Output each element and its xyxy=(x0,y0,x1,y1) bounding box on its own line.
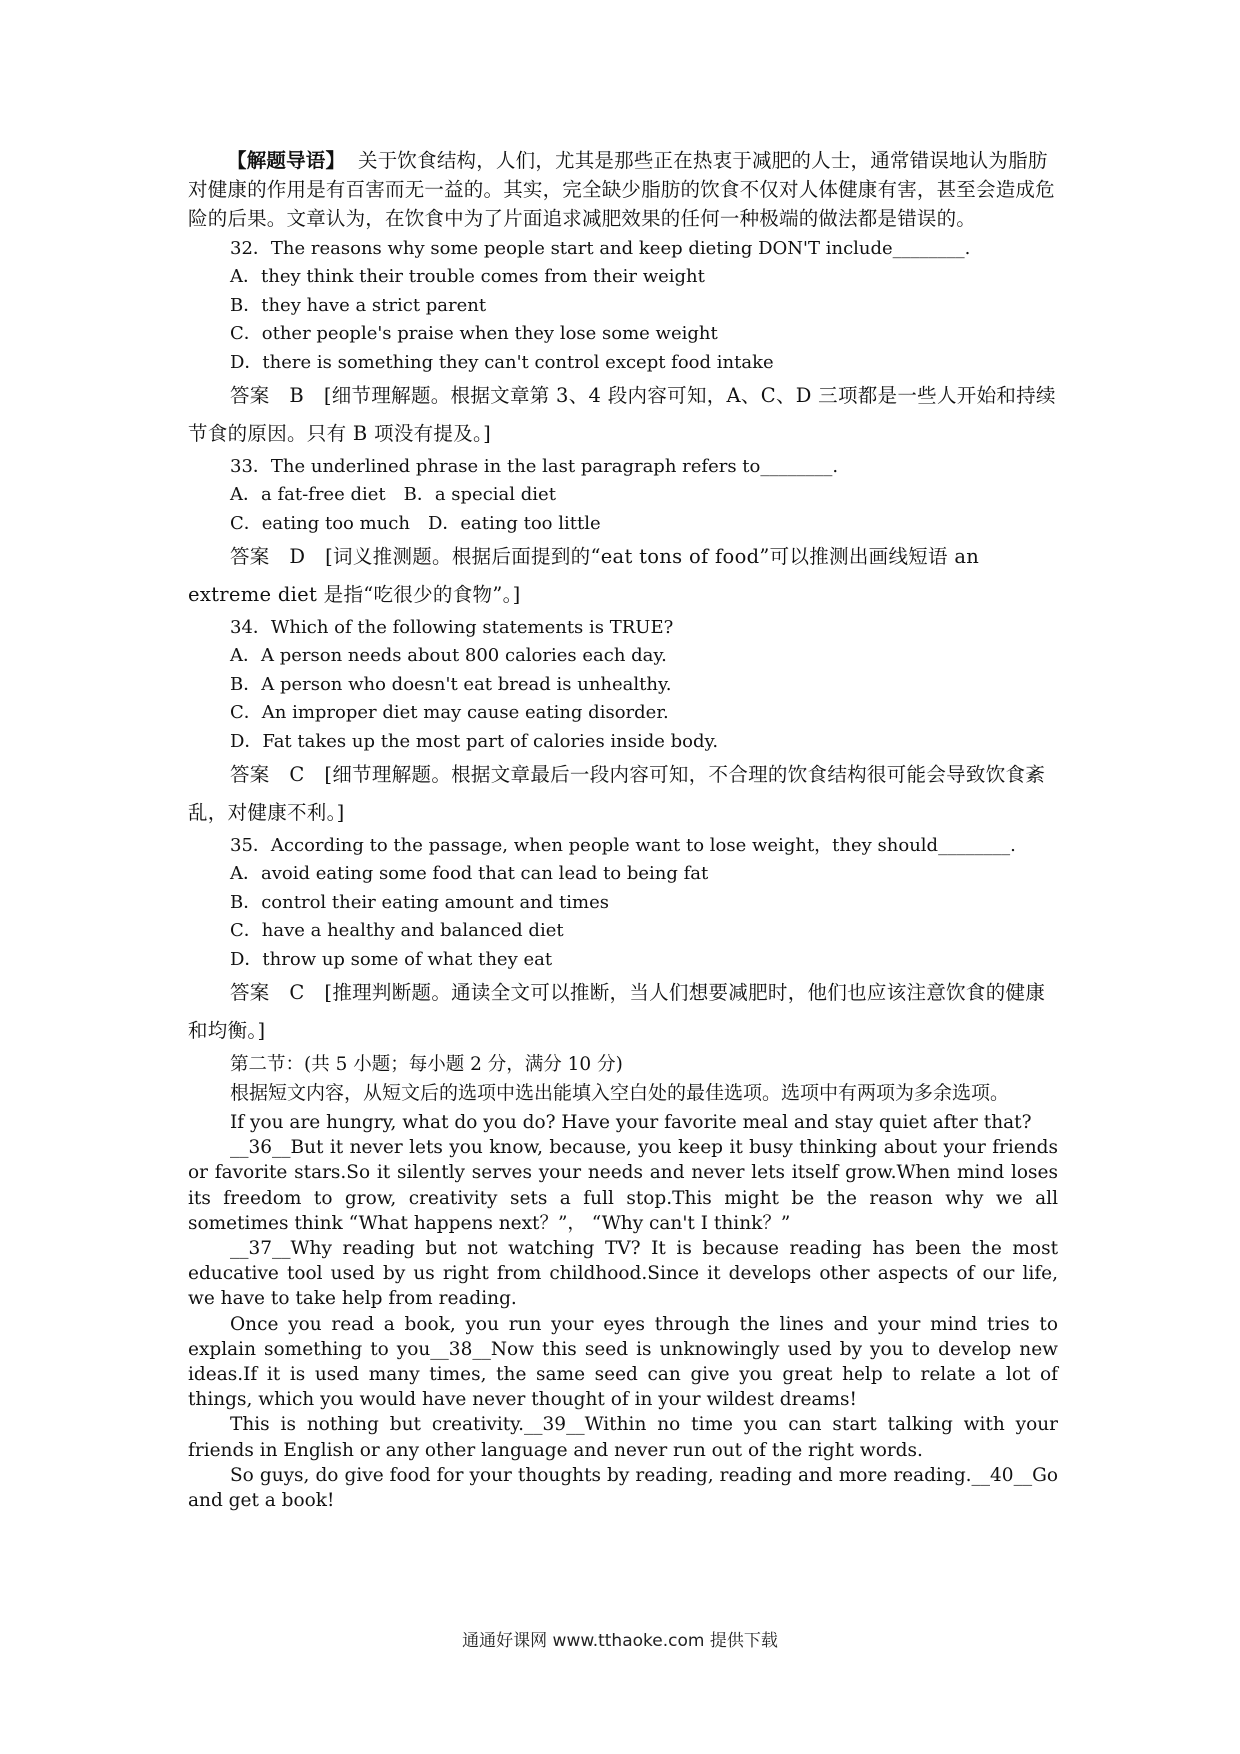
answer-explanation: 答案 C [细节理解题。根据文章最后一段内容可知，不合理的饮食结构很可能会导致饮食紊乱，对健康不利。] xyxy=(188,763,1046,824)
option: C．eating too much D．eating too little xyxy=(230,512,601,534)
option: A．avoid eating some food that can lead to being fat xyxy=(230,863,709,884)
document-page xyxy=(188,146,1058,1513)
passage-paragraph: If you are hungry, what do you do? Have your favorite meal and stay quiet after that? xyxy=(230,1112,1032,1133)
question-stem: 33．The underlined phrase in the last paragraph refers to________. xyxy=(230,456,839,477)
question-stem: 32．The reasons why some people start and keep dieting DON'T include________. xyxy=(230,238,971,259)
option: D．throw up some of what they eat xyxy=(230,948,553,970)
option: C．An improper diet may cause eating disorder. xyxy=(230,702,669,723)
option: C．have a healthy and balanced diet xyxy=(230,920,564,941)
section-heading: 第二节：(共 5 小题；每小题 2 分，满分 10 分) xyxy=(230,1054,623,1075)
option: A．a fat-free diet B．a special diet xyxy=(230,484,556,505)
intro-paragraph xyxy=(188,146,1058,233)
option: C．other people's praise when they lose some weight xyxy=(230,323,718,344)
passage-paragraph: This is nothing but creativity.__39__Within no time you can start talking with your friends in English or any other language and never run out of the right words. xyxy=(188,1414,1058,1461)
passage-paragraph: So guys, do give food for your thoughts by reading, reading and more reading.__40__Go and get a book! xyxy=(188,1464,1058,1512)
intro-tag: 【解题导语】 xyxy=(227,149,346,172)
question-33 xyxy=(188,453,1058,614)
option: B．control their eating amount and times xyxy=(230,891,609,913)
reading-passage xyxy=(188,1110,1058,1513)
option: B．A person who doesn't eat bread is unhealthy. xyxy=(230,673,672,695)
passage-paragraph: Once you read a book, you run your eyes through the lines and your mind tries to explain something to you__38__Now this seed is unknowingly used by you to develop new ideas.If it is used many times, the same seed can give you great help to relate a lot of things, which you would have never thought of in your wildest dreams! xyxy=(188,1313,1058,1411)
intro-text: 关于饮食结构，人们，尤其是那些正在热衷于减肥的人士，通常错误地认为脂肪对健康的作用是有百害而无一益的。其实，完全缺少脂肪的饮食不仅对人体健康有害，甚至会造成危险的后果。文章认为，在饮食中为了片面追求减肥效果的任何一种极端的做法都是错误的。 xyxy=(188,149,1055,230)
question-34 xyxy=(188,614,1058,832)
passage-paragraph: __36__But it never lets you know, because, you keep it busy thinking about your friends or favorite stars.So it silently serves your needs and never lets itself grow.When mind loses its freedom to grow, creativity sets a full stop.This might be the reason why we all sometimes think “What happens next？”， “Why can't I think？” xyxy=(188,1137,1058,1234)
answer-explanation: 答案 D [词义推测题。根据后面提到的“eat tons of food”可以推测出画线短语 an extreme diet 是指“吃很少的食物”。] xyxy=(188,545,980,606)
question-stem: 34．Which of the following statements is TRUE? xyxy=(230,617,674,638)
page-footer[interactable]: 通通好课网 www.tthaoke.com 提供下载 xyxy=(462,1631,778,1651)
option: A．A person needs about 800 calories each day. xyxy=(230,645,667,666)
option: A．they think their trouble comes from their weight xyxy=(230,266,705,287)
option: D．there is something they can't control except food intake xyxy=(230,351,774,373)
option: D．Fat takes up the most part of calories inside body. xyxy=(230,730,719,752)
answer-explanation: 答案 B [细节理解题。根据文章第 3、4 段内容可知，A、C、D 三项都是一些人开始和持续节食的原因。只有 B 项没有提及。] xyxy=(188,384,1056,445)
question-35 xyxy=(188,832,1058,1050)
option: B．they have a strict parent xyxy=(230,294,487,316)
section-directions: 根据短文内容，从短文后的选项中选出能填入空白处的最佳选项。选项中有两项为多余选项。 xyxy=(230,1082,1010,1104)
question-32 xyxy=(188,235,1058,453)
answer-explanation: 答案 C [推理判断题。通读全文可以推断，当人们想要减肥时，他们也应该注意饮食的健康和均衡。] xyxy=(188,981,1046,1042)
passage-paragraph: __37__Why reading but not watching TV? It is because reading has been the most educative tool used by us right from childhood.Since it develops other aspects of our life, we have to take help from reading. xyxy=(188,1238,1058,1310)
question-stem: 35．According to the passage, when people want to lose weight，they should________. xyxy=(230,835,1016,856)
